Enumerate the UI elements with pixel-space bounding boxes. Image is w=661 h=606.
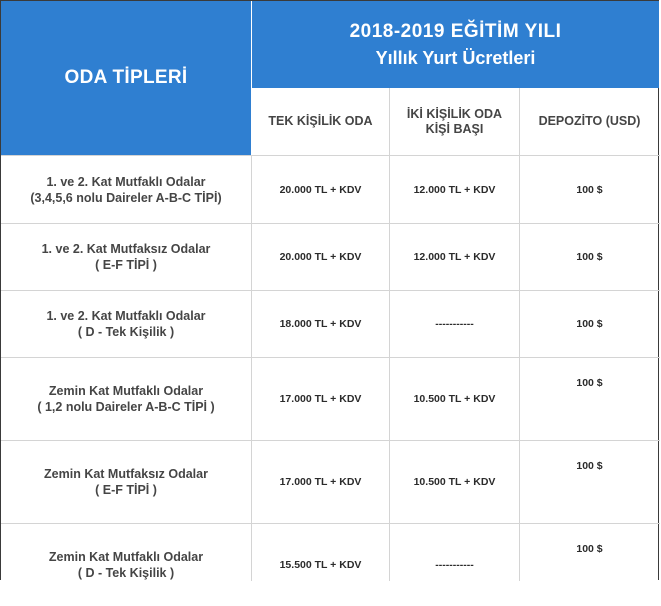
deposit-value: 100 $	[576, 543, 603, 555]
single-price: 18.000 TL + KDV	[279, 318, 362, 330]
year-title: 2018-2019 EĞİTİM YILI	[349, 20, 562, 42]
single-price: 20.000 TL + KDV	[279, 251, 362, 263]
deposit-value: 100 $	[576, 318, 603, 330]
table-row-label	[1, 441, 251, 523]
table-row-label	[1, 156, 251, 223]
table-row-label	[1, 291, 251, 357]
room-types-header	[1, 1, 251, 155]
room-type-detail: ( 1,2 nolu Daireler A-B-C TİPİ )	[37, 400, 215, 414]
single-price: 15.500 TL + KDV	[279, 559, 362, 571]
deposit-value: 100 $	[576, 377, 603, 389]
column-header-deposit-label: DEPOZİTO (USD)	[538, 114, 641, 128]
room-type-detail: (3,4,5,6 nolu Daireler A-B-C TİPİ)	[30, 190, 222, 205]
column-header-double	[390, 88, 519, 155]
deposit-value: 100 $	[576, 183, 603, 196]
double-price: -----------	[435, 318, 474, 330]
table-row-label	[1, 224, 251, 290]
double-price: 10.500 TL + KDV	[413, 393, 496, 405]
fees-subtitle: Yıllık Yurt Ücretleri	[375, 47, 536, 68]
table-row-label	[1, 524, 251, 606]
single-price: 17.000 TL + KDV	[279, 476, 362, 488]
room-type-detail: ( E-F TİPİ )	[95, 483, 157, 497]
single-price: 17.000 TL + KDV	[279, 393, 362, 405]
room-type-name: 1. ve 2. Kat Mutfaklı Odalar	[46, 174, 206, 189]
table-row-label	[1, 358, 251, 440]
single-price: 20.000 TL + KDV	[279, 183, 362, 196]
column-header-deposit	[520, 88, 659, 155]
column-header-double-label-2: KİŞİ BAŞI	[425, 121, 484, 136]
room-type-detail: ( D - Tek Kişilik )	[77, 566, 175, 580]
double-price: 12.000 TL + KDV	[413, 251, 496, 263]
year-title-header	[252, 1, 659, 88]
double-price: 10.500 TL + KDV	[413, 476, 496, 488]
room-type-name: 1. ve 2. Kat Mutfaklı Odalar	[46, 309, 206, 323]
double-price: -----------	[435, 559, 474, 571]
room-type-name: Zemin Kat Mutfaksız Odalar	[44, 467, 208, 481]
room-type-name: Zemin Kat Mutfaklı Odalar	[48, 384, 204, 398]
room-type-detail: ( D - Tek Kişilik )	[77, 325, 175, 339]
room-type-name: Zemin Kat Mutfaklı Odalar	[48, 550, 204, 564]
room-types-title: ODA TİPLERİ	[64, 67, 188, 88]
room-type-detail: ( E-F TİPİ )	[95, 258, 157, 272]
deposit-value: 100 $	[576, 251, 603, 263]
deposit-value: 100 $	[576, 460, 603, 472]
column-header-single	[252, 88, 389, 155]
room-type-name: 1. ve 2. Kat Mutfaksız Odalar	[41, 242, 211, 256]
double-price: 12.000 TL + KDV	[413, 183, 496, 196]
column-header-double-label-1: İKİ KİŞİLİK ODA	[406, 106, 503, 121]
column-header-single-label: TEK KİŞİLİK ODA	[268, 114, 373, 128]
